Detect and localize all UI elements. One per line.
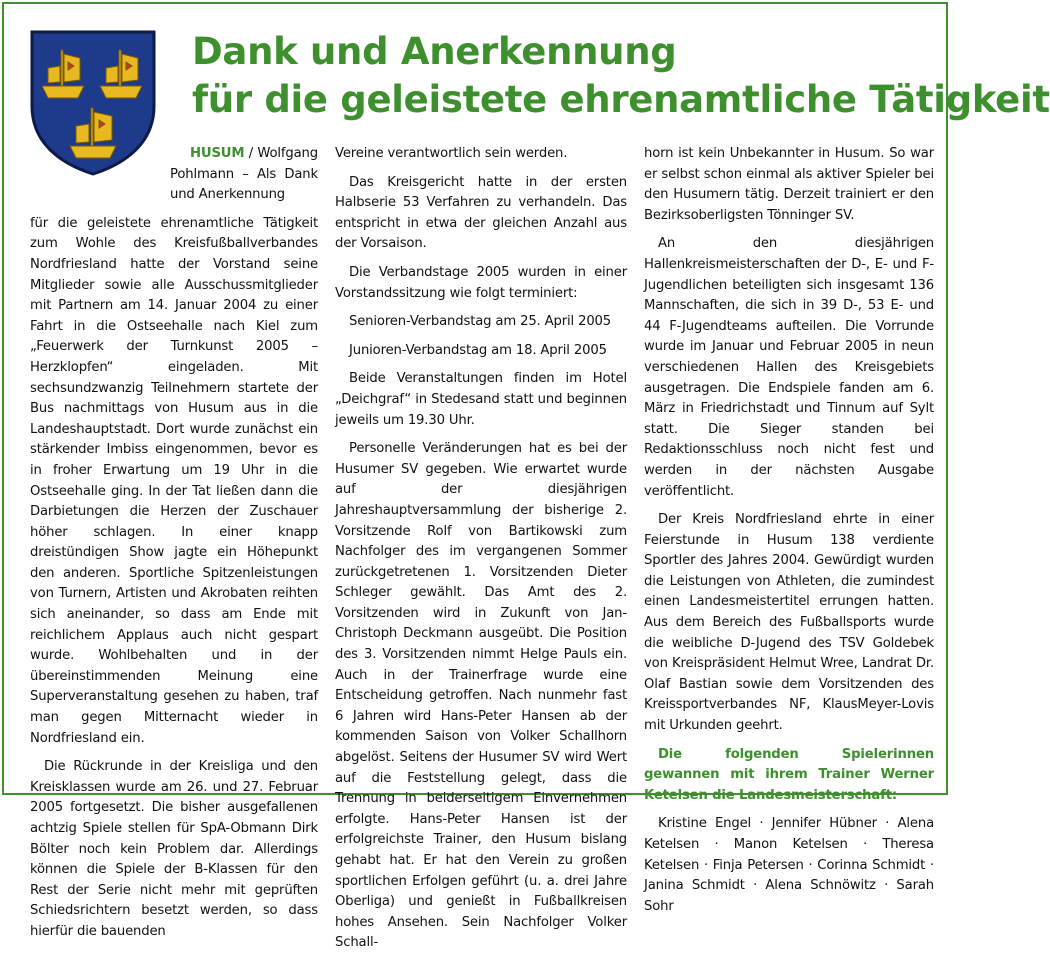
paragraph: Das Kreisgericht hatte in der ersten Halbserie 53 Verfahren zu verhandeln. Das entspricht in etwa der gleichen Anzahl aus der Vorsaison. [335, 174, 627, 252]
paragraph: Junioren-Verbandstag am 18. April 2005 [349, 342, 607, 358]
paragraph: für die geleistete ehrenamtliche Tätigkeit zum Wohle des Kreisfußballverbandes Nordfriesland hatte der Vorstand seine Mitglieder sowie alle Ausschussmitglieder mit Partnern am 14. Januar 2004 zu einer Fahrt in die Ostseehalle nach Kiel zum „Feuerwerk der Turnkunst 2005 – Herzklopfen“ eingeladen. Mit sechsundzwanzig Teilnehmern startete der Bus nachmittags von Husum aus in die Landeshauptstadt. Dort wurde zunächst ein stärkender Imbiss eingenommen, bevor es in froher Erwartung um 19 Uhr in die Ostseehalle ging. In der Tat ließen dann die Darbietungen die Herzen der Zuschauer höher schlagen. In einer knapp dreistündigen Show jagte ein Höhepunkt den anderen. Sportliche Spitzenleistungen von Turnern, Artisten und Akrobaten reihten sich aneinander, so dass am Ende mit reichlichem Applaus auch nicht gespart wurde. Wohlbehalten und in der übereinstimmenden Meinung eine Superveranstaltung gesehen zu haben, traf man gegen Mitternacht wieder in Nordfriesland ein. [30, 215, 318, 746]
column-1 [30, 144, 318, 951]
highlight-paragraph: Die folgenden Spielerinnen gewannen mit ihrem Trainer Werner Ketelsen die Landesmeisterschaft: [644, 746, 934, 803]
paragraph: Vereine verantwortlich sein werden. [335, 146, 568, 161]
headline-line-2: für die geleistete ehrenamtliche Tätigkeit [192, 78, 1050, 121]
paragraph: Beide Veranstaltungen finden im Hotel „Deichgraf“ in Stedesand statt und beginnen jeweils um 19.30 Uhr. [335, 371, 627, 428]
headline [192, 28, 1050, 124]
headline-line-1: Dank und Anerkennung [192, 30, 677, 73]
column-3 [644, 144, 934, 925]
article-lead [170, 144, 318, 206]
paragraph: Der Kreis Nordfriesland ehrte in einer Feierstunde in Husum 138 verdiente Sportler des Jahres 2004. Gewürdigt wurden die Leistungen von Athleten, die zumindest einen Landesmeistertitel errungen hatten. Aus dem Bereich des Fußballsports wurde die weibliche D-Jugend des TSV Goldebek von Kreispräsident Helmut Wree, Landrat Dr. Olaf Bastian sowie dem Vorsitzenden des Kreissportverbandes NF, KlausMeyer-Lovis mit Urkunden geehrt. [644, 512, 934, 734]
player-list: Kristine Engel · Jennifer Hübner · Alena Ketelsen · Manon Ketelsen · Theresa Ketelsen · Finja Petersen · Corinna Schmidt · Janina Schmidt · Alena Schnöwitz · Sarah Sohr [644, 816, 934, 914]
paragraph: Senioren-Verbandstag am 25. April 2005 [349, 314, 612, 330]
byline: / Wolfgang Pohlmann – Als Dank und Anerkennung [170, 146, 318, 203]
paragraph: Die Verbandstage 2005 wurden in einer Vorstandssitzung wie folgt terminiert: [335, 264, 627, 301]
column-2 [335, 144, 627, 962]
paragraph: An den diesjährigen Hallenkreismeisterschaften der D-, E- und F-Jugendlichen beteiligten sich insgesamt 136 Mannschaften, die sich in 39 D-, 53 E- und 44 F-Jugendteams aufteilen. Die Vorrunde wurde im Januar und Februar 2005 in neun verschiedenen Hallen des Kreisgebiets ausgetragen. Die Endspiele fanden am 6. März in Friedrichstadt und Tinnum auf Sylt statt. Die Sieger standen bei Redaktionsschluss noch nicht fest und werden in der nächsten Ausgabe veröffentlicht. [644, 236, 934, 499]
paragraph: horn ist kein Unbekannter in Husum. So war er selbst schon einmal als aktiver Spieler bei den Husumern tätig. Derzeit trainiert er den Bezirksoberligsten Tönninger SV. [644, 146, 934, 223]
paragraph: Personelle Veränderungen hat es bei der Husumer SV gegeben. Wie erwartet wurde auf der diesjährigen Jahreshauptversammlung der bisherige 2. Vorsitzende Rolf von Bartikowski zum Nachfolger des im vergangenen Sommer zurückgetretenen 1. Vorsitzenden Dieter Schleger gewählt. Das Amt des 2. Vorsitzenden wird in Zukunft von Jan-Christoph Deckmann ausgeübt. Die Position des 3. Vorsitzenden nimmt Helge Pauls ein. Auch in der Trainerfrage wurde eine Entscheidung getroffen. Nach nunmehr fast 6 Jahren wird Hans-Peter Hansen ab der kommenden Saison von Volker Schallhorn abgelöst. Seitens der Husumer SV wird Wert auf die Feststellung gelegt, dass die Trennung in beiderseitigem Einvernehmen erfolgte. Hans-Peter Hansen ist der erfolgreichste Trainer, den Husum bislang gehabt hat. Er hat den Verein zu großen sportlichen Erfolgen geführt (u. a. drei Jahre Oberliga) und genießt in Fußballkreisen hohes Ansehen. Sein Nachfolger Volker Schall- [335, 441, 627, 951]
dateline: HUSUM [190, 146, 245, 161]
paragraph: Die Rückrunde in der Kreisliga und den Kreisklassen wurde am 26. und 27. Februar 2005 fortgesetzt. Die bisher ausgefallenen achtzig Spiele stellen für SpA-Obmann Dirk Bölter noch kein Problem dar. Allerdings können die Spiele der B-Klassen für den Rest der Serie nicht mehr mit geprüften Schiedsrichtern besetzt werden, so dass hierfür die bauenden [30, 759, 318, 939]
